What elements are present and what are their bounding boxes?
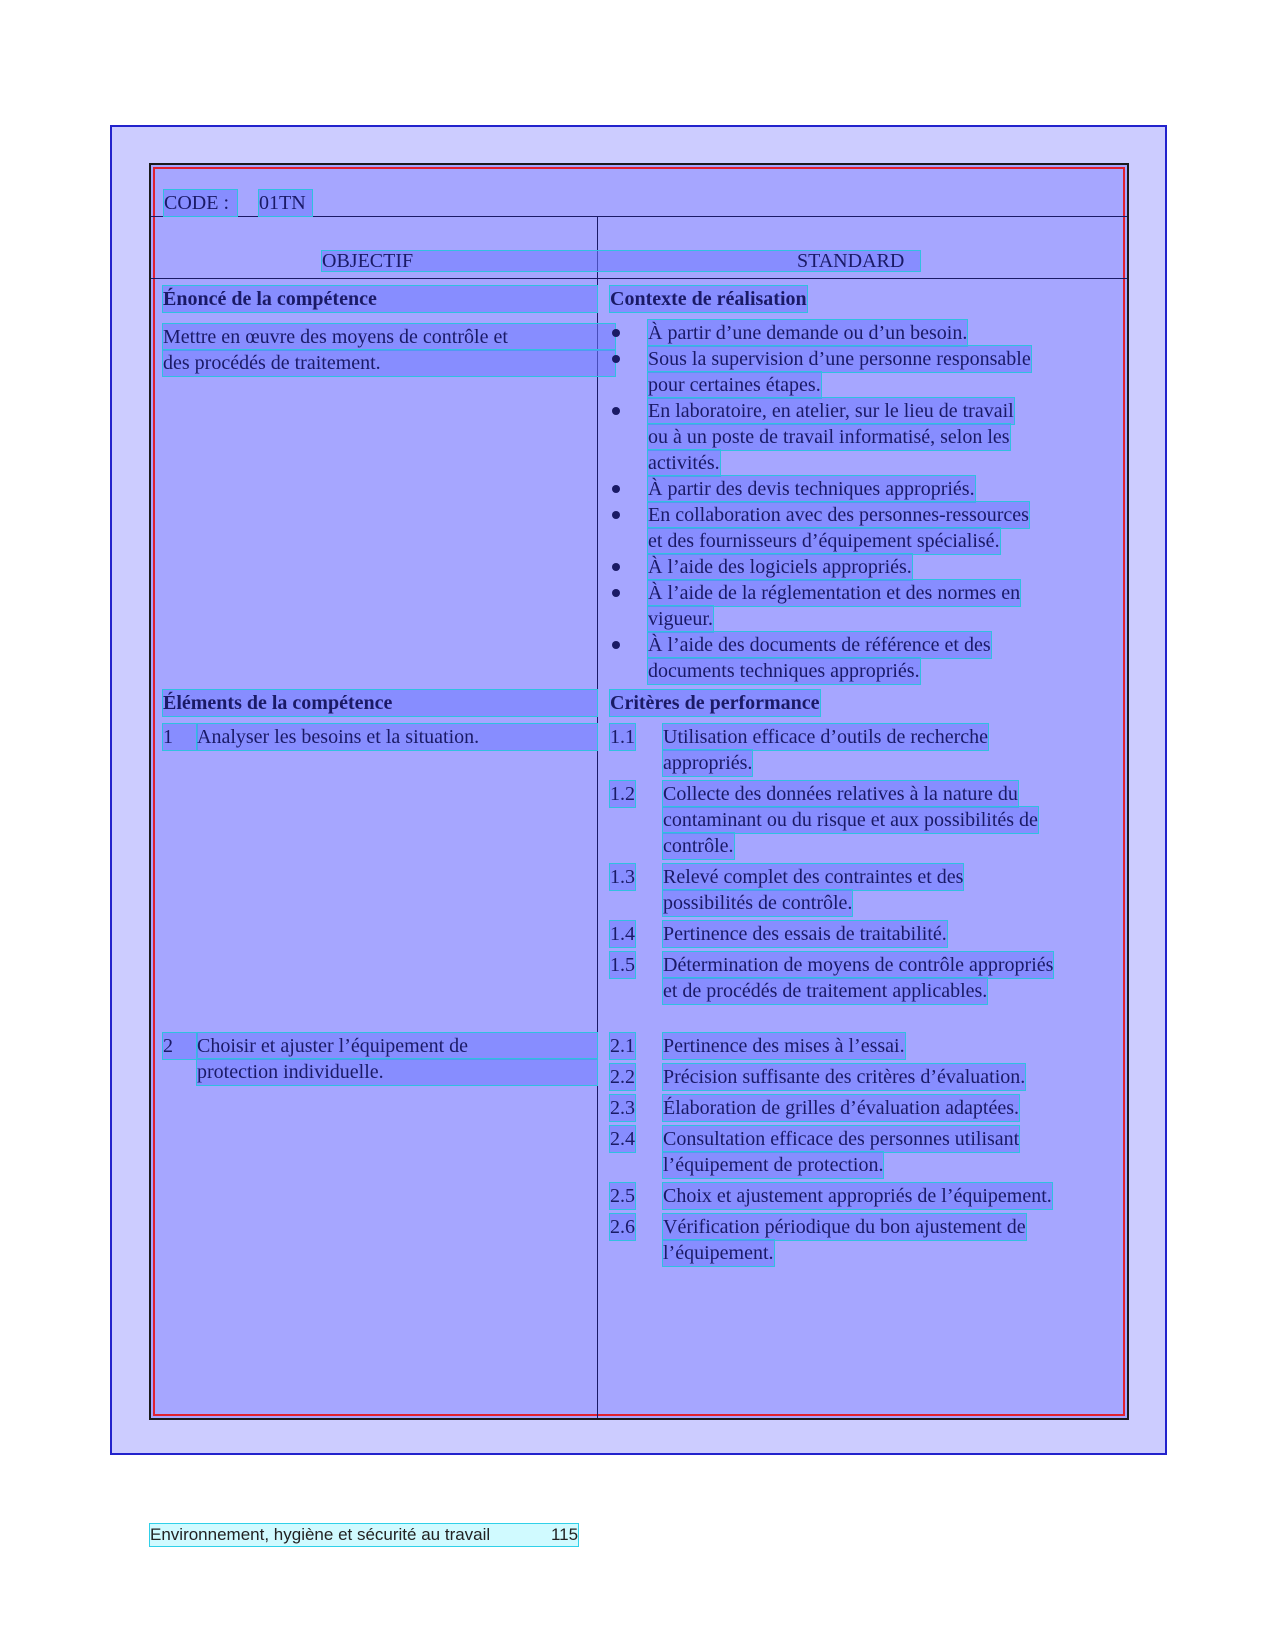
bullet-icon xyxy=(612,589,620,597)
contexte-line: À l’aide des logiciels appropriés. xyxy=(648,556,912,578)
code-value: 01TN xyxy=(259,190,312,216)
critere-line: l’équipement. xyxy=(663,1242,774,1264)
contexte-line: En laboratoire, en atelier, sur le lieu de travail xyxy=(648,400,1014,422)
elements-title: Éléments de la compétence xyxy=(163,690,597,716)
critere-line: appropriés. xyxy=(663,752,753,774)
bullet-icon xyxy=(612,329,620,337)
critere-line: et de procédés de traitement applicables. xyxy=(663,980,988,1002)
critere-number: 1.3 xyxy=(610,866,635,888)
critere-number: 2.6 xyxy=(610,1216,635,1238)
header-objectif: OBJECTIF xyxy=(322,250,414,272)
critere-number: 1.1 xyxy=(610,726,635,748)
critere-line: l’équipement de protection. xyxy=(663,1154,884,1176)
footer-title: Environnement, hygiène et sécurité au travail xyxy=(150,1525,491,1544)
critere-line: contaminant ou du risque et aux possibilités de xyxy=(663,809,1038,831)
critere-number: 1.5 xyxy=(610,954,635,976)
critere-line: Choix et ajustement appropriés de l’équipement. xyxy=(663,1185,1052,1207)
critere-line: possibilités de contrôle. xyxy=(663,892,853,914)
element-line: Choisir et ajuster l’équipement de xyxy=(197,1033,597,1059)
critere-line: Détermination de moyens de contrôle appropriés xyxy=(663,954,1054,976)
row-divider-header xyxy=(151,278,1127,279)
enonce-line: des procédés de traitement. xyxy=(163,350,615,376)
contexte-line: Sous la supervision d’une personne responsable xyxy=(648,348,1031,370)
critere-number: 1.4 xyxy=(610,923,635,945)
page-number: 115 xyxy=(550,1525,579,1544)
critere-line: Élaboration de grilles d’évaluation adaptées. xyxy=(663,1097,1019,1119)
contexte-title: Contexte de réalisation xyxy=(610,288,807,310)
critere-line: Relevé complet des contraintes et des xyxy=(663,866,964,888)
critere-line: Collecte des données relatives à la nature du xyxy=(663,783,1018,805)
contexte-line: ou à un poste de travail informatisé, selon les xyxy=(648,426,1010,448)
critere-number: 2.5 xyxy=(610,1185,635,1207)
column-divider xyxy=(597,216,598,1418)
element-number: 1 xyxy=(163,724,197,750)
row-divider-code xyxy=(151,216,1127,217)
bullet-icon xyxy=(612,641,620,649)
critere-line: Pertinence des essais de traitabilité. xyxy=(663,923,947,945)
critere-line: Consultation efficace des personnes utilisant xyxy=(663,1128,1020,1150)
contexte-line: et des fournisseurs d’équipement spécialisé. xyxy=(648,530,1000,552)
element-number: 2 xyxy=(163,1033,197,1059)
contexte-line: En collaboration avec des personnes-ressources xyxy=(648,504,1029,526)
critere-line: contrôle. xyxy=(663,835,734,857)
critere-number: 2.3 xyxy=(610,1097,635,1119)
critere-number: 1.2 xyxy=(610,783,635,805)
contexte-line: À l’aide des documents de référence et des xyxy=(648,634,991,656)
page-footer xyxy=(150,1524,578,1546)
bullet-icon xyxy=(612,407,620,415)
critere-line: Vérification périodique du bon ajustement de xyxy=(663,1216,1026,1238)
element-line: protection individuelle. xyxy=(197,1059,597,1085)
critere-number: 2.4 xyxy=(610,1128,635,1150)
bullet-icon xyxy=(612,485,620,493)
critere-number: 2.2 xyxy=(610,1066,635,1088)
critere-line: Pertinence des mises à l’essai. xyxy=(663,1035,905,1057)
critere-number: 2.1 xyxy=(610,1035,635,1057)
bullet-icon xyxy=(612,511,620,519)
contexte-line: À partir d’une demande ou d’un besoin. xyxy=(648,322,968,344)
contexte-line: documents techniques appropriés. xyxy=(648,660,920,682)
header-standard: STANDARD xyxy=(797,250,905,272)
element-line: Analyser les besoins et la situation. xyxy=(197,724,597,750)
code-label: CODE : xyxy=(164,190,237,216)
critere-line: Utilisation efficace d’outils de recherche xyxy=(663,726,989,748)
contexte-line: vigueur. xyxy=(648,608,713,630)
contexte-line: activités. xyxy=(648,452,720,474)
critere-line: Précision suffisante des critères d’évaluation. xyxy=(663,1066,1026,1088)
criteres-title: Critères de performance xyxy=(610,692,820,714)
bullet-icon xyxy=(612,355,620,363)
contexte-line: À l’aide de la réglementation et des normes en xyxy=(648,582,1021,604)
enonce-line: Mettre en œuvre des moyens de contrôle et xyxy=(163,324,615,350)
contexte-line: À partir des devis techniques appropriés. xyxy=(648,478,975,500)
contexte-line: pour certaines étapes. xyxy=(648,374,821,396)
bullet-icon xyxy=(612,563,620,571)
enonce-title: Énoncé de la compétence xyxy=(163,286,597,312)
